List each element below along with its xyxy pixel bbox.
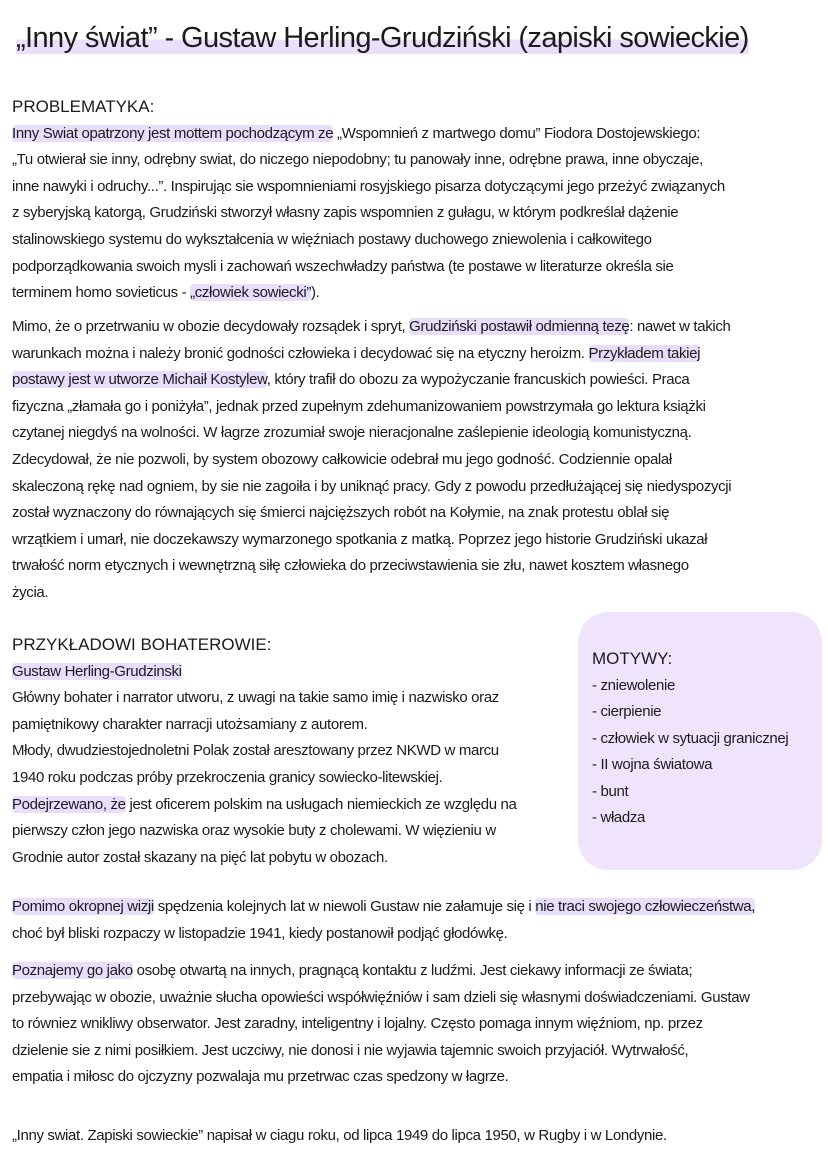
highlighted-text: Pomimo okropnej wizji — [12, 898, 154, 915]
text-segment: dzielenie sie z nimi posiłkiem. Jest uczciwy, nie donosi i nie wyjawia tajemnic swoich przyjaciół. Wytrwałość, — [12, 1041, 689, 1059]
text-line — [12, 580, 731, 607]
motyw-item: - człowiek w sytuacji granicznej — [592, 729, 789, 747]
motyw-item: - zniewolenie — [592, 676, 675, 694]
text-segment: stalinowskiego systemu do wykształcenia w więźniach postawy duchowego zniewolenia i całkowitego — [12, 230, 652, 248]
text-line — [12, 845, 517, 872]
text-line — [12, 921, 755, 948]
text-line — [12, 958, 750, 985]
text-segment: choć był bliski rozpaczy w listopadzie 1941, kiedy postanowił podjąć głodówkę. — [12, 924, 508, 942]
text-line — [12, 1038, 750, 1065]
motywy-heading: MOTYWY: — [592, 649, 673, 668]
text-line — [12, 474, 731, 501]
highlighted-text: Inny Swiat opatrzony jest mottem pochodzącym ze — [12, 124, 334, 142]
text-line — [12, 632, 517, 659]
text-segment: fizyczna „złamała go i poniżyła”, jednak przed zupełnym zdehumanizowaniem powstrzymała go lektura książki — [12, 397, 706, 415]
section-heading: PROBLEMATYKA: — [12, 97, 155, 116]
text-segment: z syberyjską katorgą, Grudziński stworzył własny zapis wspomnien z gułagu, w którym podkreślał dążenie — [12, 204, 679, 222]
highlighted-text: Gustaw Herling-Grudzinski — [12, 662, 182, 680]
text-line — [12, 553, 731, 580]
text-line — [12, 1064, 750, 1091]
text-segment: warunkach można i należy bronić godności człowieka i decydować się na etyczny heroizm. — [12, 344, 589, 362]
text-line — [12, 174, 725, 201]
text-segment: jest oficerem polskim na usługach niemieckich ze względu na — [125, 795, 517, 813]
text-segment: inne nawyki i odruchy...”. Inspirując sie wspomnieniami rosyjskiego pisarza dotyczącymi jego przeżyć związanych — [12, 177, 725, 195]
motyw-item: - cierpienie — [592, 703, 662, 720]
section-problematyka — [12, 94, 725, 307]
highlighted-text: „człowiek sowiecki” — [190, 284, 311, 302]
text-line — [12, 121, 725, 148]
text-segment: terminem homo sovieticus - — [12, 284, 191, 302]
page-title — [16, 22, 749, 55]
text-segment: pamiętnikowy charakter narracji utożsamiany z autorem. — [12, 715, 368, 733]
text-line — [12, 1011, 750, 1038]
text-segment: 1940 roku podczas próby przekroczenia granicy sowiecko-litewskiej. — [12, 768, 443, 786]
text-line — [12, 818, 517, 845]
text-segment: osobę otwartą na innych, pragnącą kontaktu z ludźmi. Jest ciekawy informacji ze świata; — [132, 962, 693, 979]
text-line — [12, 147, 725, 174]
text-segment: życia. — [12, 583, 49, 601]
text-segment: spędzenia kolejnych lat w niewoli Gustaw nie załamuje się i — [153, 898, 536, 915]
text-line — [12, 500, 731, 527]
text-segment: to równiez wnikliwy obserwator. Jest zaradny, inteligentny i lojalny. Często pomaga innym więźniom, np. przez — [12, 1015, 703, 1033]
text-line — [12, 447, 731, 474]
text-line — [12, 420, 731, 447]
text-line — [12, 765, 517, 792]
text-segment: pierwszy człon jego nazwiska oraz wysokie buty z cholewami. W więzieniu w — [12, 822, 496, 840]
text-segment: Główny bohater i narrator utworu, z uwagi na takie samo imię i nazwisko oraz — [12, 689, 499, 707]
motyw-item: - bunt — [592, 782, 629, 800]
text-line — [12, 227, 725, 254]
text-segment: przebywając w obozie, uważnie słucha opowieści współwięźniów i sam dzieli się własnymi doświadczeniami. Gustaw — [12, 988, 750, 1006]
text-line — [12, 314, 731, 341]
text-line — [12, 659, 517, 686]
text-line — [12, 394, 731, 421]
text-segment: : nawet w takich — [629, 318, 731, 335]
highlighted-text: nie traci swojego człowieczeństwa, — [535, 898, 756, 915]
motyw-item: - II wojna światowa — [592, 756, 713, 773]
highlighted-text: Poznajemy go jako — [12, 962, 133, 979]
text-line — [12, 894, 755, 921]
section-heading: PRZYKŁADOWI BOHATEROWIE: — [12, 635, 272, 654]
text-segment: wrzątkiem i umarł, nie doczekawszy wymarzonego spotkania z matką. Poprzez jego historie Grudziński ukazał — [12, 530, 708, 548]
text-line — [12, 341, 731, 368]
text-line — [12, 527, 731, 554]
text-segment: „Wspomnień z martwego domu” Fiodora Dostojewskiego: — [333, 124, 701, 142]
highlighted-text: Przykładem takiej — [588, 344, 701, 362]
text-segment: trwałość norm etycznych i wewnętrzną siłę człowieka do przeciwstawienia sie złu, nawet kosztem własnego — [12, 557, 689, 575]
section-bohaterowie — [12, 632, 517, 871]
text-segment: Zdecydował, że nie pozwoli, by system obozowy całkowicie odebrał mu jego godność. Codziennie opalał — [12, 450, 672, 468]
text-segment: „Inny swiat. Zapiski sowieckie” napisał w ciagu roku, od lipca 1949 do lipca 1950, w Rugby i w Londynie. — [12, 1127, 667, 1144]
text-line — [12, 738, 517, 765]
text-line — [12, 94, 725, 121]
section-note — [12, 1123, 667, 1150]
text-segment: podporządkowania swoich mysli i zachowań wszechwładzy państwa (te postawe w literaturze określa sie — [12, 257, 674, 275]
text-segment: Grodnie autor został skazany na pięć lat pobytu w obozach. — [12, 848, 388, 866]
text-line — [12, 280, 725, 307]
title-text: „Inny świat” - Gustaw Herling-Grudziński (zapiski sowieckie) — [16, 22, 749, 54]
text-segment: ). — [310, 284, 320, 302]
text-segment: empatia i miłosc do ojczyzny pozwalaja mu przetrwac czas spedzony w łagrze. — [12, 1068, 509, 1086]
text-segment: Młody, dwudziestojednoletni Polak został aresztowany przez NKWD w marcu — [12, 742, 499, 760]
text-segment: skaleczoną rękę nad ogniem, by sie nie zagoiła i by uniknąć pracy. Gdy z powodu przedłużającej się niedyspozycji — [12, 477, 732, 495]
section-kostylew — [12, 314, 731, 607]
section-gustaw-1 — [12, 894, 755, 947]
text-segment: „Tu otwierał sie inny, odrębny swiat, do niczego niepodobny; tu panowały inne, odrębne prawa, inne obyczaje, — [12, 151, 703, 169]
section-gustaw-2 — [12, 958, 750, 1091]
text-line — [12, 985, 750, 1012]
highlighted-text: Grudziński postawił odmienną tezę — [409, 318, 630, 335]
text-segment: czytanej niegdyś na wolności. W łagrze zrozumiał swoje nieracjonalne zaślepienie ideologią komunistyczną. — [12, 424, 692, 442]
highlighted-text: postawy jest w utworze Michaił Kostylew — [12, 371, 267, 389]
motywy-box — [578, 612, 822, 870]
text-line — [12, 254, 725, 281]
text-line — [12, 792, 517, 819]
text-segment: Mimo, że o przetrwaniu w obozie decydowały rozsądek i spryt, — [12, 318, 410, 335]
text-line — [12, 712, 517, 739]
text-line — [12, 1123, 667, 1150]
text-line — [12, 200, 725, 227]
motyw-item: - władza — [592, 809, 646, 826]
text-segment: , który trafił do obozu za wypożyczanie francuskich powieści. Praca — [266, 371, 690, 389]
text-line — [12, 367, 731, 394]
text-segment: został wyznaczony do równających się śmierci najcięższych robót na Kołymie, na znak protestu oblał się — [12, 504, 670, 522]
highlighted-text: Podejrzewano, że — [12, 795, 126, 813]
text-line — [12, 685, 517, 712]
